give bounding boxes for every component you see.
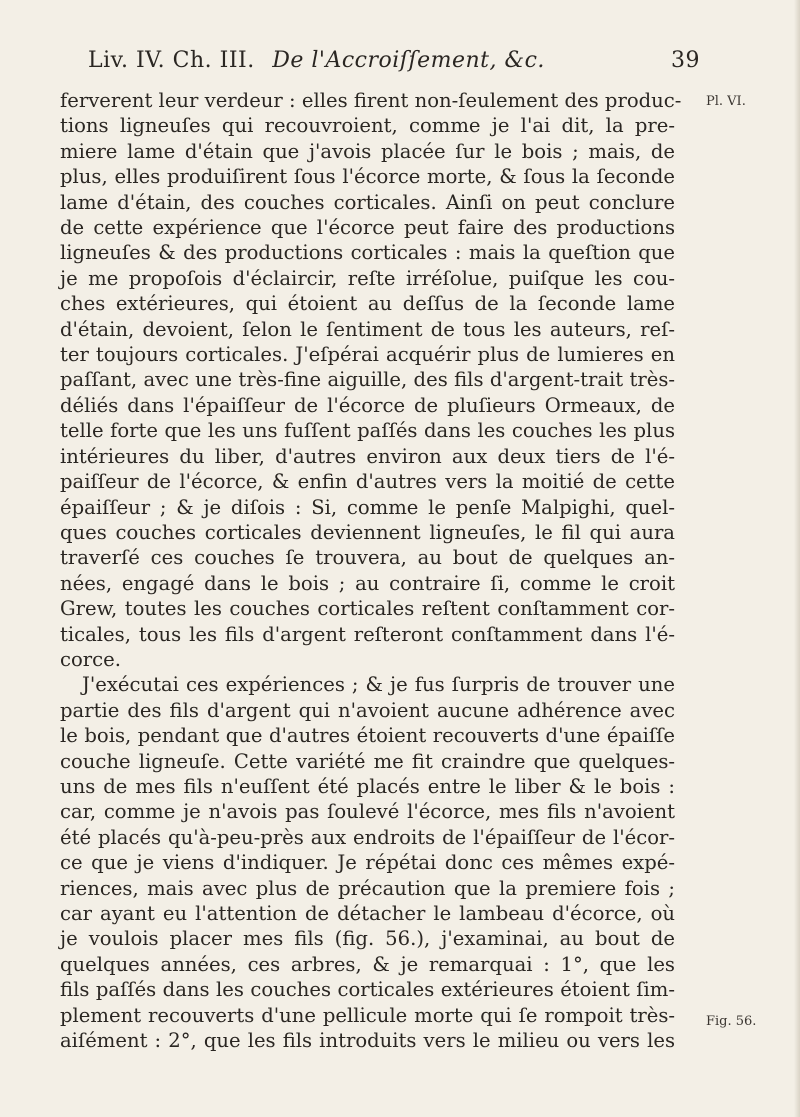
text-line: plement recouverts d'une pellicule morte qui ſe rompoit très-: [60, 1003, 675, 1027]
text-line: ferverent leur verdeur : elles firent non-ſeulement des produc-: [60, 89, 682, 112]
text-line: lame d'étain, des couches corticales. Ainſi on peut conclure: [60, 190, 675, 214]
text-line: car, comme je n'avois pas ſoulevé l'écorce, mes fils n'avoient: [60, 800, 675, 824]
text-line: uns de mes fils n'euſſent été placés entre le liber & le bois :: [60, 774, 675, 798]
text-line: de cette expérience que l'écorce peut faire des productions: [60, 216, 675, 240]
text-line: quelques années, ces arbres, & je remarquai : 1°, que les: [60, 952, 675, 976]
text-line: riences, mais avec plus de précaution que la premiere fois ;: [60, 876, 675, 900]
text-line: paſſant, avec une très-fine aiguille, des fils d'argent-trait très-: [60, 368, 675, 392]
text-line: ter toujours corticales. J'eſpérai acquérir plus de lumieres en: [60, 343, 675, 367]
text-line: ligneuſes & des productions corticales : mais la queſtion que: [60, 241, 675, 265]
text-line: J'exécutai ces expériences ; & je fus ſurpris de trouver une: [82, 673, 675, 697]
text-line: paiſſeur de l'écorce, & enfin d'autres vers la moitié de cette: [60, 470, 675, 494]
text-line: traverſé ces couches ſe trouvera, au bout de quelques an-: [60, 546, 675, 570]
body-text: [60, 88, 682, 1053]
page-number: 39: [671, 48, 700, 73]
text-line: d'étain, devoient, ſelon le ſentiment de tous les auteurs, reſ-: [60, 317, 675, 341]
text-line: ticales, tous les fils d'argent reſteront conſtamment dans l'é-: [60, 622, 675, 646]
text-line: car ayant eu l'attention de détacher le lambeau d'écorce, où: [60, 902, 675, 925]
text-line: nées, engagé dans le bois ; au contraire ſi, comme le croit: [60, 571, 675, 595]
text-line: ches extérieures, qui étoient au deſſus de la ſeconde lame: [60, 292, 675, 316]
text-line: telle forte que les uns fuſſent paſſés dans les couches les plus: [60, 419, 675, 443]
plate-reference: Pl. VI.: [706, 94, 746, 109]
text-line: partie des fils d'argent qui n'avoient aucune adhérence avec: [60, 698, 675, 722]
text-line: plus, elles produiſirent ſous l'écorce morte, & ſous la ſeconde: [60, 165, 675, 189]
text-line: couche ligneuſe. Cette variété me fit craindre que quelques-: [60, 749, 675, 773]
text-line: Grew, toutes les couches corticales reſtent conſtamment cor-: [60, 597, 675, 621]
chapter-heading: Liv. IV. Ch. III.: [88, 48, 255, 73]
text-line: je me propoſois d'éclaircir, reſte irréſolue, puiſque les cou-: [60, 266, 675, 290]
text-line: corce.: [60, 647, 121, 671]
text-line: intérieures du liber, d'autres environ aux deux tiers de l'é-: [60, 444, 675, 468]
running-header: [88, 48, 700, 73]
page-edge-shadow: [794, 0, 800, 1117]
text-line: miere lame d'étain que j'avois placée ſur le bois ; mais, de: [60, 139, 675, 163]
text-line: le bois, pendant que d'autres étoient recouverts d'une épaiſſe: [60, 724, 675, 748]
text-line: je voulois placer mes fils (fig. 56.), j'examinai, au bout de: [60, 927, 675, 951]
text-line: épaiſſeur ; & je diſois : Si, comme le penſe Malpighi, quel-: [60, 495, 675, 519]
text-line: déliés dans l'épaiſſeur de l'écorce de pluſieurs Ormeaux, de: [60, 393, 675, 417]
text-line: aiſément : 2°, que les fils introduits vers le milieu ou vers les: [60, 1029, 675, 1053]
text-line: tions ligneuſes qui recouvroient, comme je l'ai dit, la pre-: [60, 114, 675, 138]
figure-reference: Fig. 56.: [706, 1014, 757, 1029]
text-line: ce que je viens d'indiquer. Je répétai donc ces mêmes expé-: [60, 851, 675, 875]
section-title: De l'Accroiſſement, &c.: [272, 48, 545, 73]
text-line: ques couches corticales deviennent ligneuſes, le fil qui aura: [60, 520, 675, 544]
text-line: été placés qu'à-peu-près aux endroits de l'épaiſſeur de l'écor-: [60, 825, 675, 849]
text-line: fils paſſés dans les couches corticales extérieures étoient ſim-: [60, 978, 675, 1002]
